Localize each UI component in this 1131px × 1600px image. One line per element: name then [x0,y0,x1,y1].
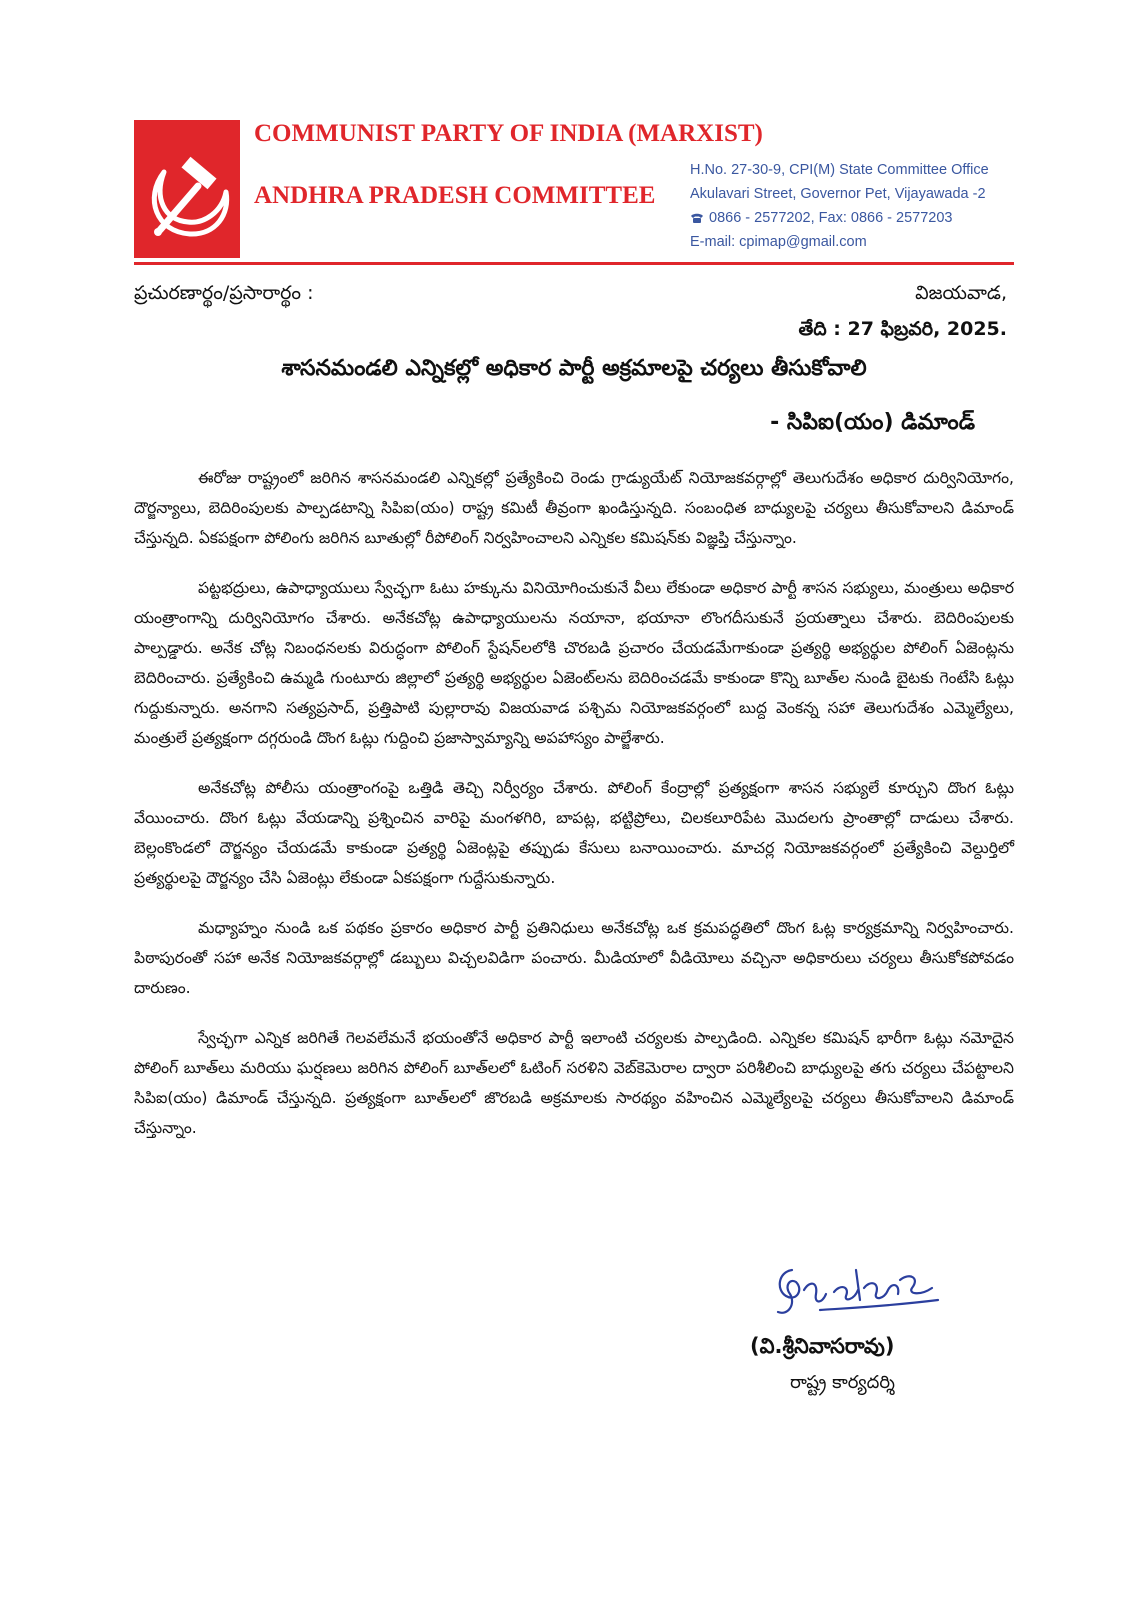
paragraph: స్వేచ్ఛగా ఎన్నిక జరిగితే గెలవలేమనే భయంతోనే అధికార పార్టీ ఇలాంటి చర్యలకు పాల్పడింది. ఎన్నికల కమిషన్ భారీగా ఓట్లు నమోదైన పోలింగ్ బూత్‌లు మరియు ఘర్షణలు జరిగిన పోలింగ్ బూత్‌లలో ఓటింగ్ సరళిని వెబ్‌కెమెరాల ద్వారా పరిశీలించి బాధ్యులపై తగు చర్యలు చేపట్టాలని సిపిఐ(యం) డిమాండ్ చేస్తున్నది. ప్రత్యక్షంగా బూత్‌లలో జొరబడి అక్రమాలకు సారథ్యం వహించిన ఎమ్మెల్యేలపై చర్యలు తీసుకోవాలని డిమాండ్ చేస్తున్నాం. [134,1029,1014,1137]
address-line-1: H.No. 27-30-9, CPI(M) State Committee Office [690,162,989,178]
org-name: COMMUNIST PARTY OF INDIA (MARXIST) [254,120,763,147]
paragraph: అనేకచోట్ల పోలీసు యంత్రాంగంపై ఒత్తిడి తెచ్చి నిర్వీర్యం చేశారు. పోలింగ్ కేంద్రాల్లో ప్రత్యక్షంగా శాసన సభ్యులే కూర్చుని దొంగ ఓట్లు వేయించారు. దొంగ ఓట్లు వేయడాన్ని ప్రశ్నించిన వారిపై మంగళగిరి, బాపట్ల, భట్టిప్రోలు, చిలకలూరిపేట మొదలగు ప్రాంతాల్లో దాడులు చేశారు. బెల్లంకొండలో దౌర్జన్యం చేయడమే కాకుండా ప్రత్యర్థి ఏజెంట్లపై తప్పుడు కేసులు బనాయించారు. మాచర్ల నియోజకవర్గంలో ప్రత్యేకించి వెల్దుర్తిలో ప్రత్యర్థులపై దౌర్జన్యం చేసి ఏజెంట్లు లేకుండా ఏకపక్షంగా గుద్దేసుకున్నారు. [134,779,1014,887]
email: E-mail: cpimap@gmail.com [690,234,867,250]
place: విజయవాడ, [915,282,1007,304]
contact-block [690,158,989,254]
phone-fax: 0866 - 2577202, Fax: 0866 - 2577203 [709,210,953,226]
committee-name: ANDHRA PRADESH COMMITTEE [254,182,656,209]
release-label: ప్రచురణార్థం/ప్రసారార్థం : [134,282,314,304]
signer-title: రాష్ట్ర కార్యదర్శి [790,1372,895,1393]
telephone-icon [690,212,704,224]
date: తేది : 27 ఫిబ్రవరి, 2025. [798,318,1007,340]
party-logo [134,120,240,258]
body-text [134,463,1014,1163]
letterhead [134,120,1014,260]
address-line-2: Akulavari Street, Governor Pet, Vijayawada -2 [690,186,986,202]
paragraph: పట్టభద్రులు, ఉపాధ్యాయులు స్వేచ్ఛగా ఓటు హక్కును వినియోగించుకునే వీలు లేకుండా అధికార పార్టీ శాసన సభ్యులు, మంత్రులు అధికార యంత్రాంగాన్ని దుర్వినియోగం చేశారు. అనేకచోట్ల ఉపాధ్యాయులను నయానా, భయానా లొంగదీసుకునే ప్రయత్నాలు చేశారు. బెదిరింపులకు పాల్పడ్డారు. అనేక చోట్ల నిబంధనలకు విరుద్ధంగా పోలింగ్ స్టేషన్‌లలోకి చొరబడి ప్రచారం చేయడమేగాకుండా ప్రత్యర్థి అభ్యర్థుల పోలింగ్ ఏజెంట్లను బెదిరించారు. ప్రత్యేకించి ఉమ్మడి గుంటూరు జిల్లాలో ప్రత్యర్థి అభ్యర్థుల ఏజెంట్‌లను బెదిరించడమే కాకుండా కొన్ని బూత్‌ల నుండి బైటకు గెంటేసి ఓట్లు గుద్దుకున్నారు. అనగాని సత్యప్రసాద్, ప్రత్తిపాటి పుల్లారావు విజయవాడ పశ్చిమ నియోజకవర్గంలో బుద్ద వెంకన్న సహా తెలుగుదేశం ఎమ్మెల్యేలు, మంత్రులే ప్రత్యక్షంగా దగ్గరుండి దొంగ ఓట్లు గుద్దించి ప్రజాస్వామ్యాన్ని అపహాస్యం పాల్జేశారు. [134,579,1014,747]
signer-name: (వి.శ్రీనివాసరావు) [750,1334,895,1358]
hammer-sickle-icon [134,120,240,258]
phone-row [690,206,989,230]
letterhead-divider [134,262,1014,265]
subhead: - సిపిఐ(యం) డిమాండ్ [770,410,975,435]
handwritten-signature [760,1250,960,1330]
headline: శాసనమండలి ఎన్నికల్లో అధికార పార్టీ అక్రమాలపై చర్యలు తీసుకోవాలి [281,356,867,381]
paragraph: మధ్యాహ్నం నుండి ఒక పథకం ప్రకారం అధికార పార్టీ ప్రతినిధులు అనేకచోట్ల ఒక క్రమపద్ధతిలో దొంగ ఓట్ల కార్యక్రమాన్ని నిర్వహించారు. పిఠాపురంతో సహా అనేక నియోజకవర్గాల్లో డబ్బులు విచ్చలవిడిగా పంచారు. మీడియాలో వీడియోలు వచ్చినా అధికారులు చర్యలు తీసుకోకపోవడం దారుణం. [134,919,1014,997]
paragraph: ఈరోజు రాష్ట్రంలో జరిగిన శాసనమండలి ఎన్నికల్లో ప్రత్యేకించి రెండు గ్రాడ్యుయేట్ నియోజకవర్గాల్లో తెలుగుదేశం అధికార దుర్వినియోగం, దౌర్జన్యాలు, బెదిరింపులకు పాల్పడటాన్ని సిపిఐ(యం) రాష్ట్ర కమిటీ తీవ్రంగా ఖండిస్తున్నది. సంబంధిత బాధ్యులపై చర్యలు తీసుకోవాలని డిమాండ్ చేస్తున్నది. ఏకపక్షంగా పోలింగు జరిగిన బూతుల్లో రీపోలింగ్ నిర్వహించాలని ఎన్నికల కమిషన్‌కు విజ్ఞప్తి చేస్తున్నాం. [134,469,1014,547]
